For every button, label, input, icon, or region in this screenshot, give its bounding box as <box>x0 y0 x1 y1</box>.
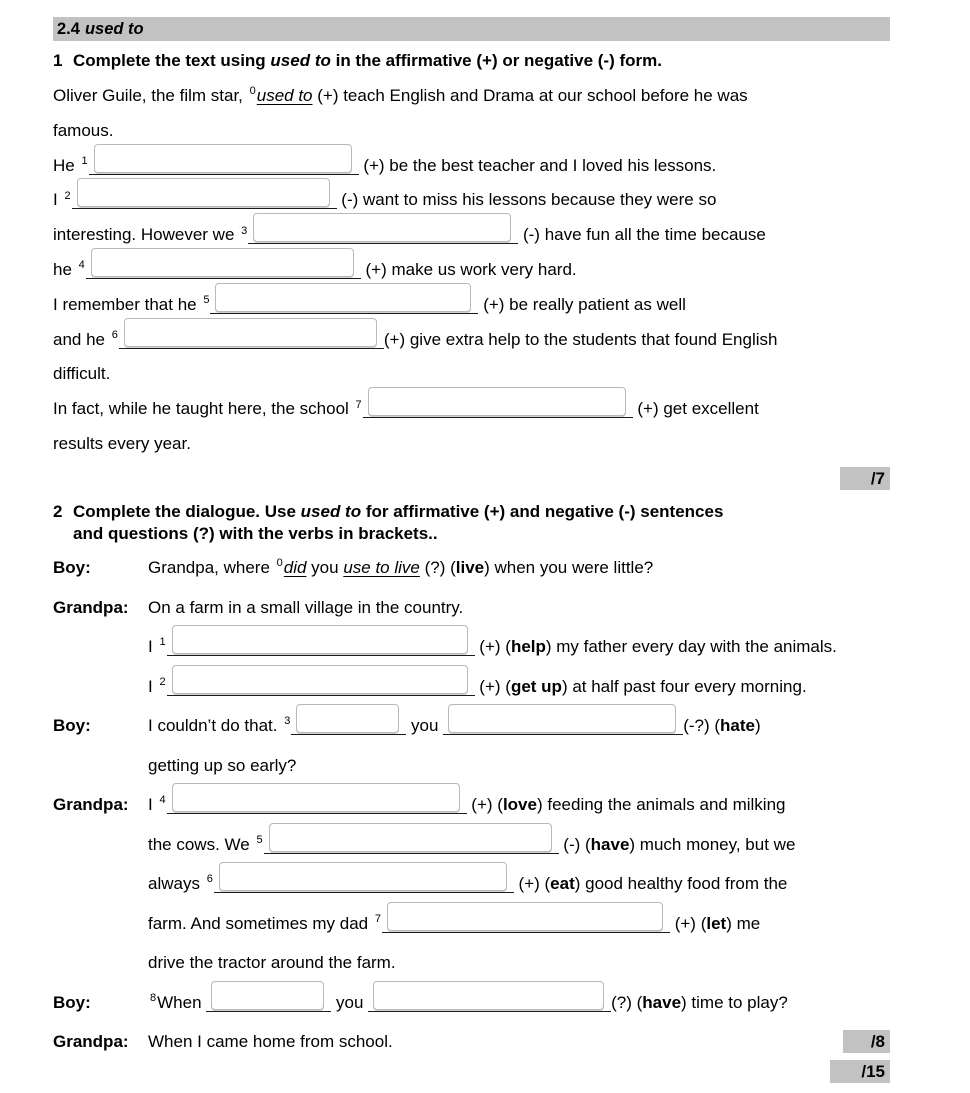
exercise-1-number: 1 <box>53 51 63 70</box>
blank-underline <box>363 417 633 418</box>
line-text: famous. <box>53 120 114 140</box>
verb-prompt: live <box>455 558 485 577</box>
blank-index: 0 <box>249 85 256 98</box>
blank-underline <box>382 932 670 933</box>
line-text: he <box>53 259 77 279</box>
line-text: and he <box>53 329 110 349</box>
dialogue-text <box>148 983 953 1023</box>
line-text-tail: (+) ( <box>513 874 551 893</box>
verb-prompt: love <box>502 795 537 814</box>
line-text: He <box>53 155 80 175</box>
blank-underline <box>167 655 475 656</box>
blank-underline <box>72 208 337 209</box>
line-text: I <box>53 190 63 210</box>
score-box-exercise-1: /7 <box>840 467 890 490</box>
answer-blank[interactable] <box>248 239 518 240</box>
line-text: Oliver Guile, the film star, <box>53 86 248 105</box>
exercise-2-instruction-italic: used to <box>300 502 362 521</box>
answer-blank[interactable] <box>167 809 467 810</box>
blank-underline <box>368 1011 611 1012</box>
text-line <box>148 785 953 825</box>
line-text-end: ) my father every day with the animals. <box>545 637 837 656</box>
line-text-tail: (+) ( <box>466 795 503 814</box>
exercise-1-instruction-italic: used to <box>270 51 331 70</box>
verb-prompt: have <box>642 992 682 1012</box>
text-line <box>148 983 953 1023</box>
blank-index: 7 <box>355 398 362 411</box>
answer-input-box[interactable] <box>448 704 676 733</box>
text-line <box>148 667 953 707</box>
exercise-1-instruction <box>53 50 913 72</box>
dialogue-row <box>53 1022 953 1062</box>
dialogue-text <box>148 548 953 588</box>
example-answer: use to live <box>343 558 420 577</box>
blank-index: 5 <box>256 833 263 846</box>
exercise-2-instruction-part2: for affirmative (+) and negative (-) sentences <box>361 502 724 521</box>
text-line <box>53 427 933 462</box>
answer-blank[interactable] <box>167 651 475 652</box>
verb-prompt: hate <box>720 716 755 735</box>
line-text: I <box>148 637 158 656</box>
dialogue-row <box>53 706 953 785</box>
answer-input-box[interactable] <box>368 387 626 416</box>
line-text-end: ) when you were little? <box>484 558 654 577</box>
answer-blank[interactable] <box>368 1007 611 1008</box>
exercise-2-instruction <box>53 501 913 546</box>
line-text: interesting. However we <box>53 225 240 245</box>
line-text-tail: (+) ( <box>474 676 511 696</box>
text-line <box>53 392 933 427</box>
text-line <box>148 746 953 786</box>
exercise-2-instruction-line2: and questions (?) with the verbs in brackets.. <box>73 524 438 544</box>
line-text: In fact, while he taught here, the school <box>53 399 354 419</box>
verb-prompt: get up <box>510 676 562 696</box>
line-text: results every year. <box>53 433 191 453</box>
answer-input-box[interactable] <box>215 283 471 312</box>
answer-input-box[interactable] <box>269 823 552 852</box>
line-text: When I came home from school. <box>148 1032 393 1051</box>
blank-underline <box>214 892 514 893</box>
dialogue-text <box>148 1022 953 1062</box>
line-text-tail: (+) get excellent <box>632 399 759 419</box>
section-header-bar <box>53 17 890 41</box>
blank-index: 2 <box>159 675 166 688</box>
answer-blank[interactable] <box>382 928 670 929</box>
score-box-exercise-2: /8 <box>843 1030 890 1053</box>
line-text-mid: you <box>306 558 344 577</box>
text-line <box>148 548 953 588</box>
answer-blank[interactable] <box>291 730 406 731</box>
answer-input-box[interactable] <box>172 625 468 654</box>
verb-prompt: have <box>590 834 630 854</box>
text-line <box>148 904 953 944</box>
answer-input-box[interactable] <box>296 704 399 733</box>
dialogue-speaker: Grandpa: <box>53 795 129 814</box>
score-box-total: /15 <box>830 1060 890 1083</box>
line-text-tail: (-) have fun all the time because <box>518 225 766 245</box>
line-text: When <box>157 992 207 1012</box>
answer-input-box[interactable] <box>91 248 354 277</box>
dialogue-speaker: Boy: <box>53 992 91 1012</box>
blank-index: 7 <box>374 912 381 925</box>
text-line <box>148 943 953 983</box>
line-text: I <box>148 676 158 696</box>
example-answer: used to <box>256 86 313 105</box>
dialogue-speaker: Boy: <box>53 558 91 577</box>
line-text: getting up so early? <box>148 755 297 775</box>
line-text-tail: (+) be the best teacher and I loved his lessons. <box>358 155 717 175</box>
answer-input-box[interactable] <box>211 981 324 1010</box>
text-line <box>148 825 953 865</box>
blank-index: 4 <box>159 794 166 807</box>
blank-underline <box>443 734 683 735</box>
blank-index: 6 <box>111 328 118 341</box>
dialogue-text <box>148 785 953 983</box>
answer-input-box[interactable] <box>124 318 377 347</box>
dialogue-row <box>53 548 953 588</box>
text-line <box>148 706 953 746</box>
line-text: On a farm in a small village in the country. <box>148 597 464 617</box>
line-text: drive the tractor around the farm. <box>148 953 396 972</box>
answer-input-box[interactable] <box>373 981 604 1010</box>
exercise-2-instruction-part1: Complete the dialogue. Use <box>73 502 301 521</box>
line-text-end: ) much money, but we <box>629 834 796 854</box>
line-text: I couldn’t do that. <box>148 716 283 735</box>
blank-underline <box>210 313 478 314</box>
blank-index: 2 <box>64 189 71 202</box>
line-text: farm. And sometimes my dad <box>148 913 373 933</box>
section-title: used to <box>84 19 144 38</box>
line-text-tail: (-) ( <box>558 834 591 854</box>
exercise-1-text <box>53 79 933 462</box>
blank-underline <box>206 1011 331 1012</box>
answer-input-box[interactable] <box>94 144 352 173</box>
line-text-mid: you <box>406 716 444 735</box>
blank-underline <box>167 813 467 814</box>
line-text: Grandpa, where <box>148 558 275 577</box>
text-line <box>148 627 953 667</box>
verb-prompt: let <box>706 913 727 933</box>
answer-blank[interactable] <box>72 204 337 205</box>
answer-blank[interactable] <box>363 413 633 414</box>
text-line <box>148 588 953 628</box>
section-number: 2.4 <box>57 19 80 38</box>
blank-index: 6 <box>206 873 213 886</box>
line-text-end: ) time to play? <box>681 992 788 1012</box>
blank-index: 4 <box>78 259 85 272</box>
exercise-1-instruction-part2: in the affirmative (+) or negative (-) form. <box>330 51 662 70</box>
blank-index: 1 <box>159 636 166 649</box>
answer-input-box[interactable] <box>172 665 468 694</box>
example-answer: did <box>283 558 307 577</box>
line-text-end: ) <box>754 716 761 735</box>
exercise-2-dialogue <box>53 548 953 1062</box>
blank-index: 3 <box>241 224 248 237</box>
blank-underline <box>89 174 359 175</box>
dialogue-text <box>148 588 953 628</box>
answer-blank[interactable] <box>443 730 683 731</box>
dialogue-speaker: Grandpa: <box>53 1032 129 1051</box>
blank-index: 8 <box>150 991 157 1004</box>
answer-input-box[interactable] <box>253 213 511 242</box>
line-text-end: ) at half past four every morning. <box>561 676 807 696</box>
line-text-end: ) good healthy food from the <box>574 874 788 893</box>
blank-index: 1 <box>81 154 88 167</box>
line-text-tail: (+) give extra help to the students that found English <box>383 329 778 349</box>
answer-blank[interactable] <box>206 1007 331 1008</box>
line-text-end: ) feeding the animals and milking <box>536 795 786 814</box>
answer-blank[interactable] <box>167 691 475 692</box>
line-text-mid: you <box>331 992 369 1012</box>
line-text-end: ) me <box>726 913 761 933</box>
verb-prompt: help <box>510 637 546 656</box>
dialogue-speaker: Boy: <box>53 716 91 735</box>
dialogue-row <box>53 627 953 706</box>
dialogue-row <box>53 983 953 1023</box>
blank-index: 5 <box>203 294 210 307</box>
answer-blank[interactable] <box>264 849 559 850</box>
blank-underline <box>248 243 518 244</box>
line-text-tail: (+) teach English and Drama at our school before he was <box>312 86 748 105</box>
line-text-tail: (+) ( <box>670 913 707 933</box>
blank-underline <box>167 695 475 696</box>
line-text: I remember that he <box>53 294 202 314</box>
blank-underline <box>264 853 559 854</box>
exercise-1-instruction-part1: Complete the text using <box>73 51 271 70</box>
text-line <box>53 79 933 114</box>
answer-input-box[interactable] <box>77 178 330 207</box>
text-line <box>148 1022 953 1062</box>
line-text: the cows. We <box>148 834 255 854</box>
answer-input-box[interactable] <box>387 902 663 931</box>
blank-underline <box>291 734 406 735</box>
dialogue-text <box>148 706 953 785</box>
text-line <box>53 323 933 358</box>
line-text-tail: (+) make us work very hard. <box>360 259 577 279</box>
dialogue-row <box>53 588 953 628</box>
text-line <box>148 864 953 904</box>
answer-blank[interactable] <box>119 344 384 345</box>
blank-underline <box>86 278 361 279</box>
blank-underline <box>119 348 384 349</box>
answer-blank[interactable] <box>86 274 361 275</box>
line-text-tail: (+) be really patient as well <box>478 294 686 314</box>
dialogue-speaker: Grandpa: <box>53 597 129 617</box>
line-text: I <box>148 795 158 814</box>
verb-prompt: eat <box>550 874 575 893</box>
line-text: difficult. <box>53 364 111 384</box>
answer-blank[interactable] <box>214 888 514 889</box>
exercise-2-number: 2 <box>53 502 63 521</box>
line-text-tail: (+) ( <box>474 637 511 656</box>
answer-blank[interactable] <box>89 170 359 171</box>
line-text-tail: (?) ( <box>611 992 643 1012</box>
blank-index: 0 <box>276 557 283 570</box>
line-text-tail: (?) ( <box>419 558 456 577</box>
answer-blank[interactable] <box>210 309 478 310</box>
line-text-tail: (-?) ( <box>683 716 721 735</box>
blank-index: 3 <box>284 715 291 728</box>
answer-input-box[interactable] <box>172 783 460 812</box>
line-text-tail: (-) want to miss his lessons because they were so <box>336 190 717 210</box>
answer-input-box[interactable] <box>219 862 507 891</box>
dialogue-row <box>53 785 953 983</box>
dialogue-text <box>148 627 953 706</box>
line-text: always <box>148 874 205 893</box>
text-line <box>53 253 933 288</box>
